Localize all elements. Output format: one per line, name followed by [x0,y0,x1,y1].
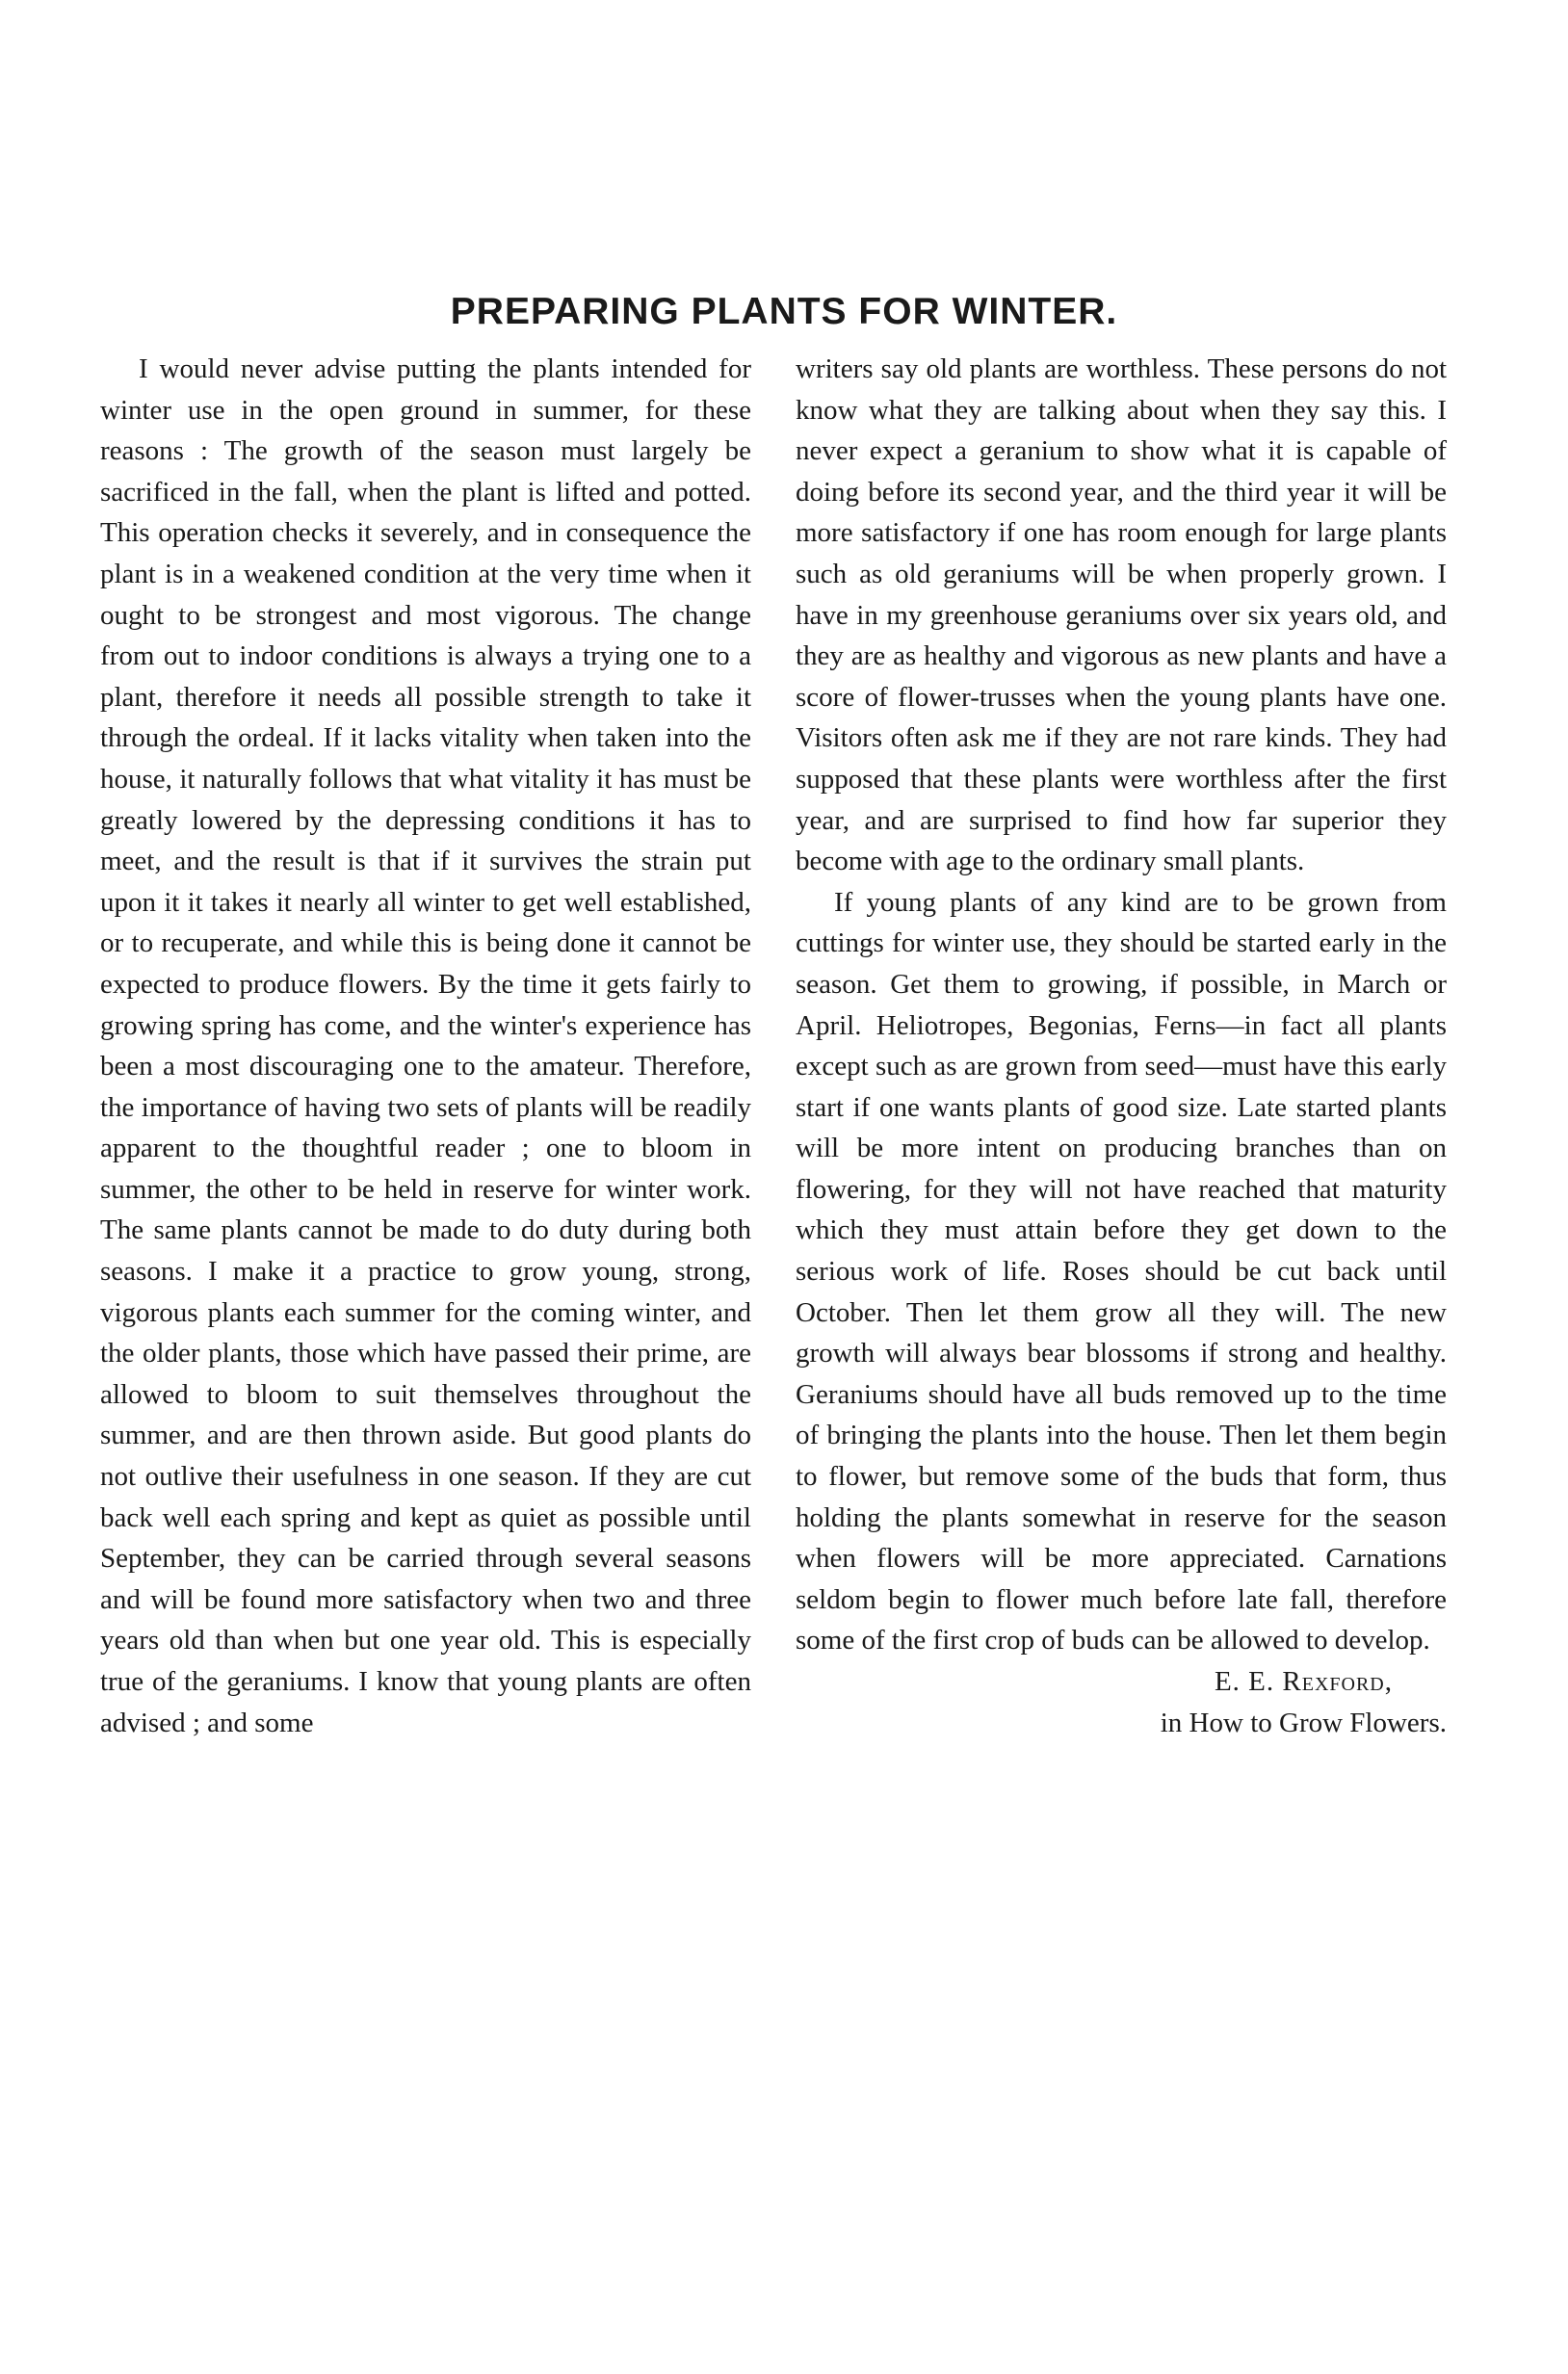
paragraph: writers say old plants are worthless. These persons do not know what they are talking about when they say this. I never expect a geranium to show what it is capable of doing before its second year, and the third year it will be more satisfactory if one has room enough for large plants such as old geraniums will be when properly grown. I have in my greenhouse geraniums over six years old, and they are as healthy and vigorous as new plants and have a score of flower-trusses when the young plants have one. Visitors often ask me if they are not rare kinds. They had supposed that these plants were worthless after the first year, and are surprised to find how far superior they become with age to the ordinary small plants. [796,353,1447,877]
paragraph: I would never advise putting the plants intended for winter use in the open ground in summer, for these reasons : The growth of the season must largely be sacrificed in the fall, when the plant is lifted and potted. This operation checks it severely, and in consequence the plant is in a weakened condition at the very time when it ought to be strongest and most vigorous. The change from out to indoor conditions is always a trying one to a plant, therefore it needs all possible strength to take it through the ordeal. If it lacks vitality when taken into the house, it naturally follows that what vitality it has must be greatly lowered by the depressing conditions it has to meet, and the result is that if it survives the strain put upon it it takes it nearly all winter to get well established, or to recuperate, and while this is being done it cannot be expected to produce flowers. By the time it gets fairly to growing spring has come, and the winter's experience has been a most discouraging one to the amateur. Therefore, the importance of having two sets of plants will be readily apparent to the thoughtful reader ; one to bloom in summer, the other to be held in reserve for winter work. The same plants cannot be made to do duty during both seasons. I make it a practice to grow young, strong, vigorous plants each summer for the coming winter, and the older plants, those which have passed their prime, are allowed to bloom to suit themselves throughout the summer, and are then thrown aside. But good plants do not outlive their usefulness in one season. If they are cut back well each spring and kept as quiet as possible until September, they can be carried through several seasons and will be found more satisfactory when two and three years old than when but one year old. This is especially true of the geraniums. I know that young plants are often advised ; and some [100,353,751,1738]
article-title: PREPARING PLANTS FOR WINTER. [450,291,1118,333]
left-column [100,349,751,1743]
paragraph: If young plants of any kind are to be grown from cuttings for winter use, they should be started early in the season. Get them to growing, if possible, in March or April. Heliotropes, Begonias, Ferns—in fact all plants except such as are grown from seed—must have this early start if one wants plants of good size. Late started plants will be more intent on producing branches than on flowering, for they will not have reached that maturity which they must attain before they get down to the serious work of life. Roses should be cut back until October. Then let them grow all they will. The new growth will always bear blossoms if strong and healthy. Geraniums should have all buds removed up to the time of bringing the plants into the house. Then let them begin to flower, but remove some of the buds that form, thus holding the plants somewhat in reserve for the season when flowers will be more appreciated. Carnations seldom begin to flower much before late fall, therefore some of the first crop of buds can be allowed to develop. [796,886,1447,1657]
source-attribution: in How to Grow Flowers. [1160,1707,1447,1738]
author-signature [796,1661,1447,1703]
author-name: E. E. Rexford, [1214,1666,1393,1697]
right-column [796,349,1447,1743]
